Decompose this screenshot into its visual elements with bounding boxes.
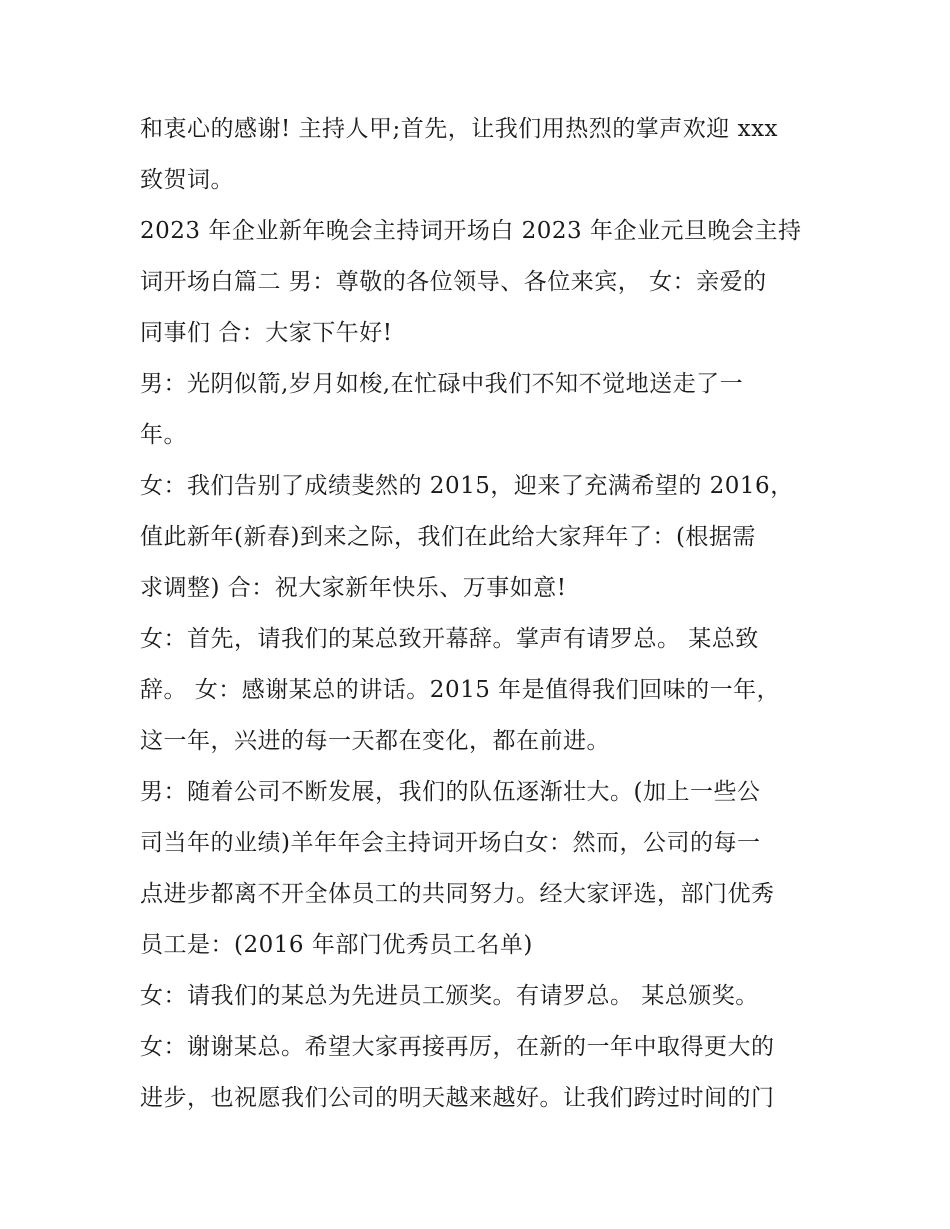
text-line: 致贺词。 bbox=[140, 167, 234, 193]
text-line: 年。 bbox=[140, 422, 187, 448]
text-line: 员工是：(2016 年部门优秀员工名单) bbox=[140, 932, 533, 958]
text-line: 男：光阴似箭,岁月如梭,在忙碌中我们不知不觉地送走了一 bbox=[140, 371, 744, 397]
text-line: 2023 年企业新年晚会主持词开场白 2023 年企业元旦晚会主持 bbox=[140, 218, 802, 244]
text-line: 词开场白篇二 男：尊敬的各位领导、各位来宾， 女：亲爱的 bbox=[140, 269, 767, 295]
text-line: 女：首先，请我们的某总致开幕辞。掌声有请罗总。 某总致 bbox=[140, 626, 759, 652]
text-line: 同事们 合：大家下午好! bbox=[140, 320, 393, 346]
text-line: 和衷心的感谢! 主持人甲;首先，让我们用热烈的掌声欢迎 xxx bbox=[140, 116, 779, 142]
text-line: 女：我们告别了成绩斐然的 2015，迎来了充满希望的 2016， bbox=[140, 473, 794, 499]
text-line: 求调整) 合：祝大家新年快乐、万事如意! bbox=[140, 575, 567, 601]
document-body bbox=[140, 104, 820, 1124]
text-line: 女：谢谢某总。希望大家再接再厉，在新的一年中取得更大的 bbox=[140, 1034, 775, 1060]
text-line: 女：请我们的某总为先进员工颁奖。有请罗总。 某总颁奖。 bbox=[140, 983, 759, 1009]
text-line: 点进步都离不开全体员工的共同努力。经大家评选，部门优秀 bbox=[140, 881, 775, 907]
text-line: 进步，也祝愿我们公司的明天越来越好。让我们跨过时间的门 bbox=[140, 1085, 775, 1111]
text-line: 男：随着公司不断发展，我们的队伍逐渐壮大。(加上一些公 bbox=[140, 779, 761, 805]
text-line: 辞。 女：感谢某总的讲话。2015 年是值得我们回味的一年， bbox=[140, 677, 781, 703]
text-line: 司当年的业绩)羊年年会主持词开场白女：然而，公司的每一 bbox=[140, 830, 761, 856]
text-line: 这一年，兴进的每一天都在变化，都在前进。 bbox=[140, 728, 610, 754]
text-line: 值此新年(新春)到来之际，我们在此给大家拜年了：(根据需 bbox=[140, 524, 756, 550]
